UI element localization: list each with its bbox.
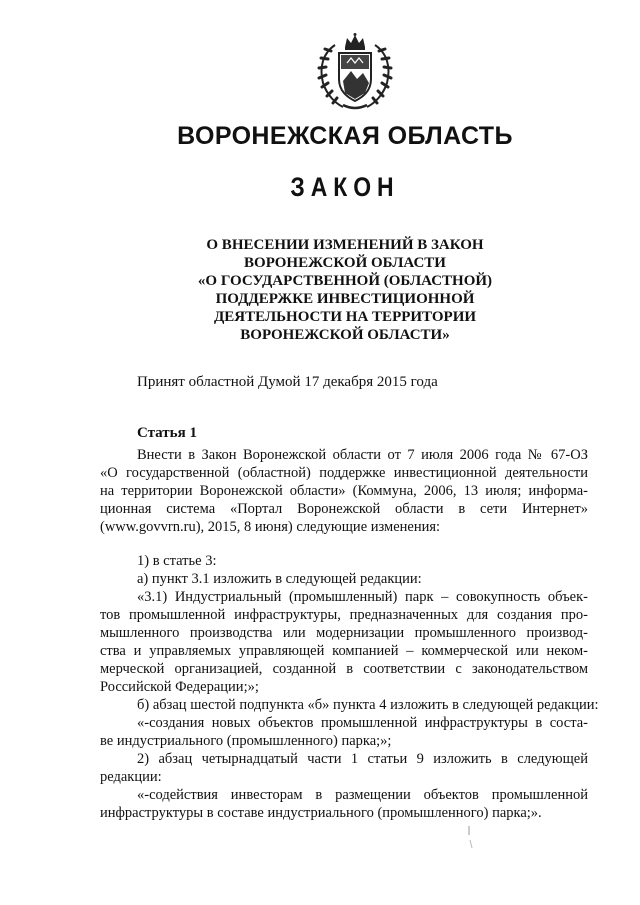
body-line: ве индустриального (промышленного) парка;»; — [100, 733, 392, 749]
body-line: б) абзац шестой подпункта «б» пункта 4 изложить в следующей редакции: — [137, 697, 599, 713]
body-line: «О государственной (областной) поддержке инвестиционной деятельности — [100, 465, 588, 481]
body-line: а) пункт 3.1 изложить в следующей редакции: — [137, 571, 422, 587]
body-line: тов промышленной инфраструктуры, предназначенных для создания про- — [100, 607, 588, 623]
body-line: (www.govvrn.ru), 2015, 8 июня) следующие изменения: — [100, 519, 441, 535]
body-line: ства и управляемых управляющей компанией – коммерческой или неком- — [100, 643, 588, 659]
region-heading: ВОРОНЕЖСКАЯ ОБЛАСТЬ — [177, 122, 513, 150]
law-title — [150, 236, 540, 344]
title-line: О ВНЕСЕНИИ ИЗМЕНЕНИЙ В ЗАКОН — [206, 237, 484, 253]
body-line: редакции: — [100, 769, 162, 785]
body-line: Российской Федерации;»; — [100, 679, 259, 695]
body-line: мышленного производства или модернизации промышленного производ- — [100, 625, 588, 641]
adoption-note: Принят областной Думой 17 декабря 2015 года — [137, 374, 438, 390]
article-heading: Статья 1 — [137, 425, 197, 441]
title-line: ВОРОНЕЖСКОЙ ОБЛАСТИ» — [240, 327, 450, 343]
title-line: ДЕЯТЕЛЬНОСТИ НА ТЕРРИТОРИИ — [213, 309, 477, 325]
body-line: 2) абзац четырнадцатый части 1 статьи 9 изложить в следующей — [137, 751, 588, 767]
body-line: «3.1) Индустриальный (промышленный) парк – совокупность объек- — [137, 589, 588, 605]
title-line: ВОРОНЕЖСКОЙ ОБЛАСТИ — [244, 255, 446, 271]
title-line: ПОДДЕРЖКЕ ИНВЕСТИЦИОННОЙ — [215, 291, 475, 307]
coat-of-arms-emblem — [313, 33, 397, 111]
body-line: Внести в Закон Воронежской области от 7 июля 2006 года № 67-ОЗ — [137, 447, 588, 463]
body-line: «-содействия инвесторам в размещении объектов промышленной — [137, 787, 588, 803]
body-line: на территории Воронежской области» (Коммуна, 2006, 13 июля; информа- — [100, 483, 588, 499]
body-line: ционная система «Портал Воронежской области в сети Интернет» — [100, 501, 588, 517]
body-line: мерческой организацией, созданной в соответствии с законодательством — [100, 661, 588, 677]
scan-mark-decoration — [466, 826, 476, 850]
body-line: инфраструктуры в составе индустриального (промышленного) парка;». — [100, 805, 542, 821]
title-line: «О ГОСУДАРСТВЕННОЙ (ОБЛАСТНОЙ) — [197, 273, 493, 289]
body-line: 1) в статье 3: — [137, 553, 217, 569]
document-type-heading: ЗАКОН — [290, 172, 400, 202]
body-line: «-создания новых объектов промышленной инфраструктуры в соста- — [137, 715, 588, 731]
